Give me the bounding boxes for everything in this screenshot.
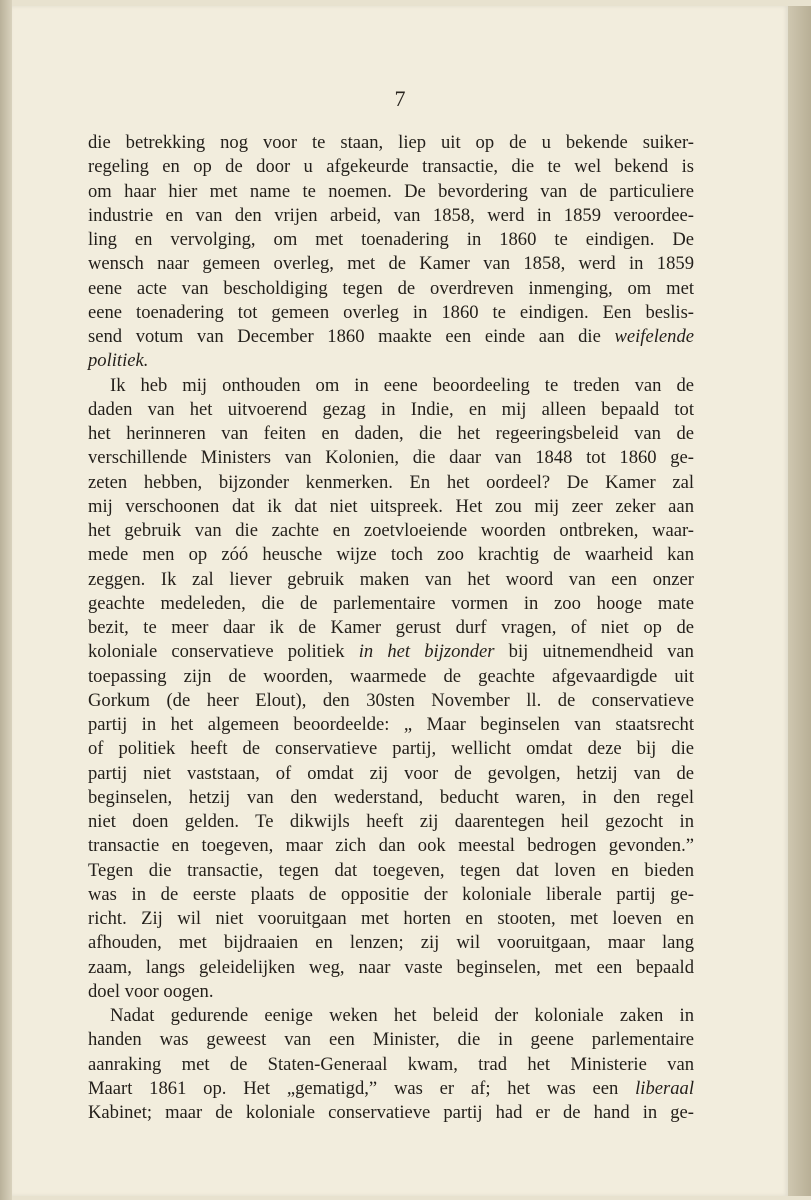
italic-text: in het bijzonder <box>358 641 495 663</box>
page-body-text <box>88 131 694 1125</box>
text-line <box>88 349 694 373</box>
text-line: doel voor oogen. <box>88 980 214 1002</box>
page-number: 7 <box>394 86 406 111</box>
text-line: verschillende Ministers van Kolonien, die daar van 1848 tot 1860 ge- <box>88 447 694 469</box>
text-segment: send votum van December 1860 maakte een einde aan die <box>88 326 601 347</box>
paragraph-start-line: Nadat gedurende eenige weken het beleid der koloniale zaken in <box>110 1005 694 1026</box>
text-line: partij in het algemeen beoordeelde: „ Maar beginselen van staatsrecht <box>88 714 694 735</box>
text-line: was in de eerste plaats de oppositie der koloniale liberale partij ge- <box>88 883 694 905</box>
text-segment: koloniale conservatieve politiek <box>88 641 345 663</box>
text-line: zeten hebben, bijzonder kenmerken. En het oordeel? De Kamer zal <box>88 471 694 493</box>
text-line: afhouden, met bijdraaien en lenzen; zij wil vooruitgaan, maar lang <box>88 932 694 954</box>
text-line: het gebruik van die zachte en zoetvloeiende woorden ontbreken, waar- <box>88 520 694 541</box>
text-line: mij verschoonen dat ik dat niet uitspreek. Het zou mij zeer zeker aan <box>88 495 694 517</box>
text-line: regeling en op de door u afgekeurde transactie, die te wel bekend is <box>88 156 694 178</box>
paragraph-start-line: Ik heb mij onthouden om in eene beoordeeling te treden van de <box>110 374 694 396</box>
text-line: het herinneren van feiten en daden, die het regeeringsbeleid van de <box>88 423 694 444</box>
text-line: die betrekking nog voor te staan, liep uit op de u bekende suiker- <box>88 132 694 153</box>
text-line: om haar hier met name te noemen. De bevordering van de particuliere <box>88 180 694 202</box>
text-line: eene toenadering tot gemeen overleg in 1860 te eindigen. Een beslis- <box>88 301 694 323</box>
text-line: beginselen, hetzij van den wederstand, beducht waren, in den regel <box>88 786 694 808</box>
text-line: geachte medeleden, die de parlementaire vormen in zoo hooge mate <box>88 592 694 614</box>
text-line: Gorkum (de heer Elout), den 30sten November ll. de conservatieve <box>88 689 694 711</box>
text-line: daden van het uitvoerend gezag in Indie, en mij alleen bepaald tot <box>88 398 694 420</box>
text-line: mede men op zóó heusche wijze toch zoo krachtig de waarheid kan <box>88 544 694 566</box>
text-line <box>88 1077 694 1101</box>
italic-text: liberaal <box>635 1077 694 1099</box>
text-line: aanraking met de Staten-Generaal kwam, trad het Ministerie van <box>88 1053 694 1075</box>
text-line: Tegen die transactie, tegen dat toegeven, tegen dat loven en bieden <box>88 859 694 881</box>
page-sheet <box>12 6 788 1196</box>
text-line: partij niet vaststaan, of omdat zij voor de gevolgen, hetzij van de <box>88 762 694 784</box>
text-line: zeggen. Ik zal liever gebruik maken van het woord van een onzer <box>88 568 694 590</box>
page-edge <box>788 6 811 1196</box>
text-line <box>88 640 694 664</box>
italic-text: weifelende <box>614 326 694 347</box>
text-line: transactie en toegeven, maar zich dan ook meestal bedrogen gevonden.” <box>88 835 694 857</box>
binding-gutter <box>0 0 12 1200</box>
text-line: eene acte van bescholdiging tegen de overdreven inmenging, om met <box>88 277 694 299</box>
text-segment: Maart 1861 op. Het „gematigd,” was er af; het was een <box>88 1077 619 1099</box>
text-line: toepassing zijn de woorden, waarmede de geachte afgevaardigde uit <box>88 665 694 687</box>
text-line: richt. Zij wil niet vooruitgaan met horten en stooten, met loeven en <box>88 908 694 929</box>
text-line: wensch naar gemeen overleg, met de Kamer van 1858, werd in 1859 <box>88 253 694 275</box>
text-line <box>88 325 694 349</box>
text-line: niet doen gelden. Te dikwijls heeft zij daarentegen heil gezocht in <box>88 811 694 832</box>
text-line: industrie en van den vrijen arbeid, van 1858, werd in 1859 veroordee- <box>88 204 694 226</box>
text-line: zaam, langs geleidelijken weg, naar vaste beginselen, met een bepaald <box>88 956 694 978</box>
text-line: handen was geweest van een Minister, die in geene parlementaire <box>88 1029 694 1051</box>
text-line: ling en vervolging, om met toenadering in 1860 te eindigen. De <box>88 229 694 250</box>
text-line: Kabinet; maar de koloniale conservatieve partij had er de hand in ge- <box>88 1102 694 1123</box>
text-segment: bij uitnemendheid van <box>508 641 694 663</box>
text-line: bezit, te meer daar ik de Kamer gerust durf vragen, of niet op de <box>88 617 694 638</box>
italic-text: politiek. <box>88 350 149 372</box>
text-line: of politiek heeft de conservatieve partij, wellicht omdat deze bij die <box>88 738 694 760</box>
